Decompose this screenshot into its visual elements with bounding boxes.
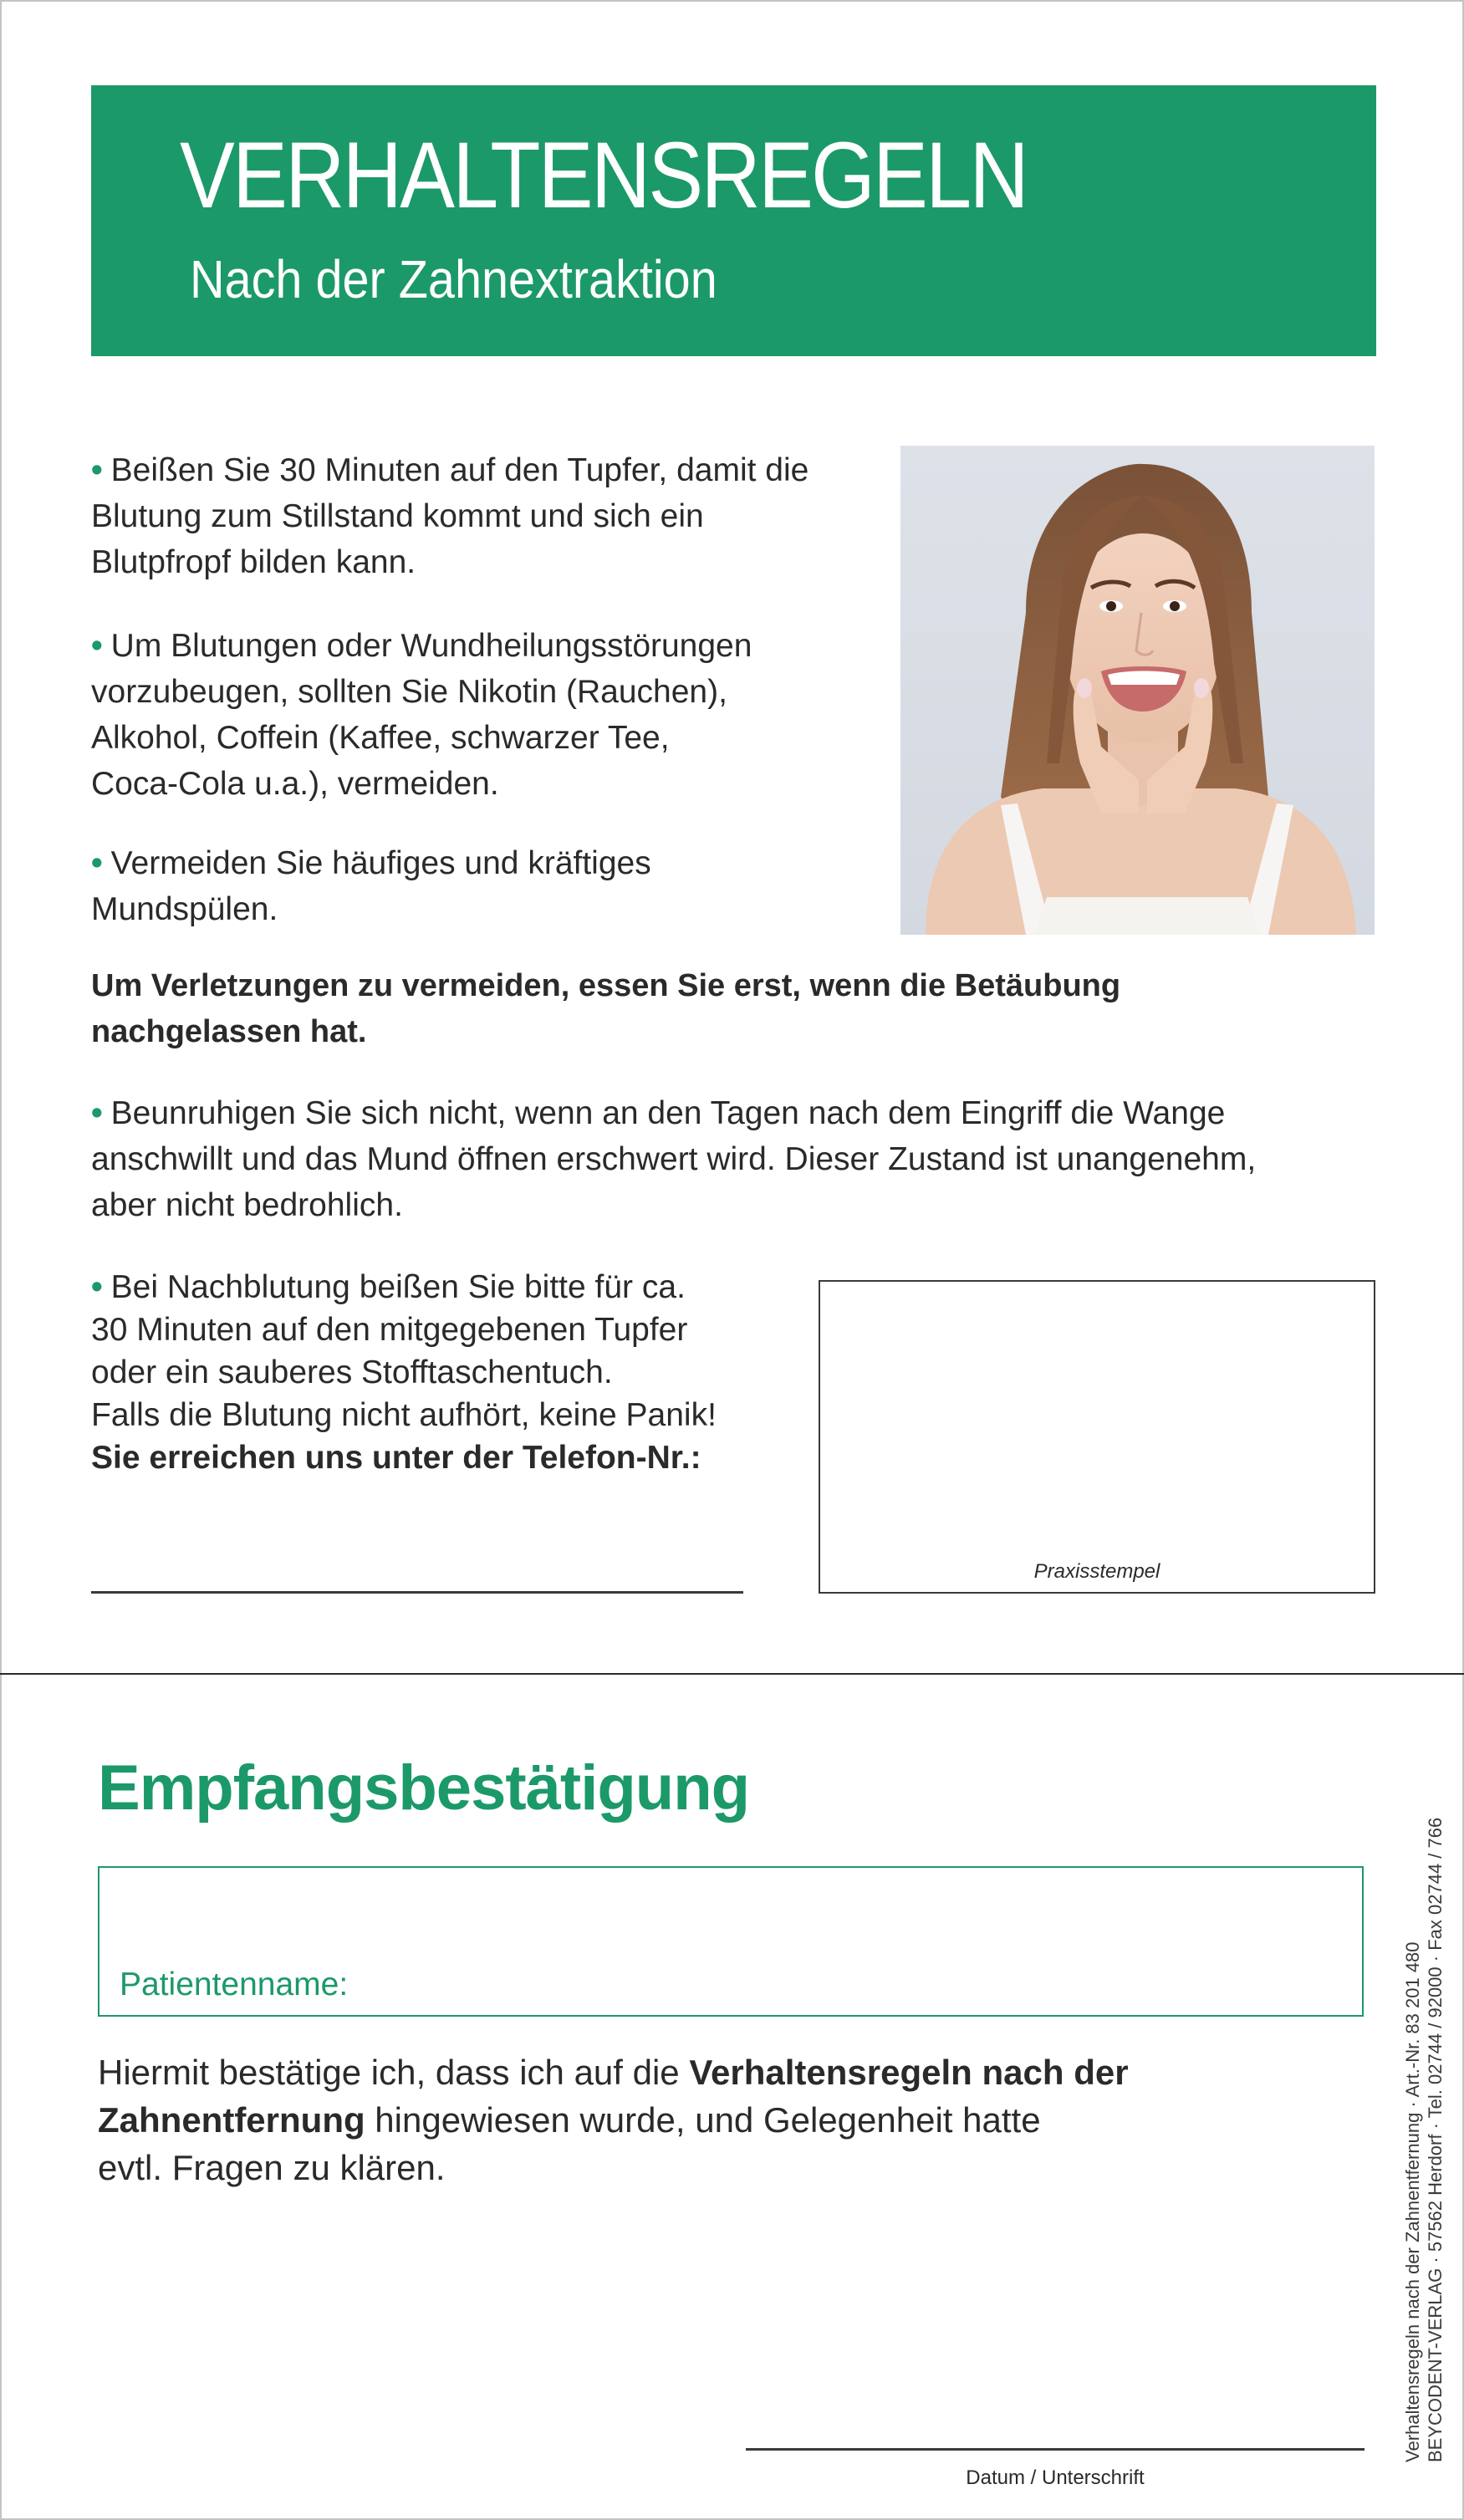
swelling-note: • Beunruhigen Sie sich nicht, wenn an den Tagen nach dem Eingriff die Wange anschwillt und das Mund öffnen erschwert wird. Dieser Zustand ist unangenehm, aber nicht bedrohlich. xyxy=(91,1095,1257,1223)
patient-name-label: Patientenname: xyxy=(120,1967,349,2002)
bullet-icon: • xyxy=(91,845,103,881)
signature-line[interactable] xyxy=(746,2448,1365,2451)
publisher-imprint: Verhaltensregeln nach der Zahnentfernung · Art.-Nr. 83 201 480 BEYCODENT-VERLAG · 57562 Herdorf · Tel. 02744 / 92000 · Fax 02744 / 766 xyxy=(1402,1817,1446,2462)
receipt-title: Empfangsbestätigung xyxy=(98,1752,750,1824)
phone-number-line xyxy=(91,1591,743,1594)
smiling-woman-photo xyxy=(900,446,1375,935)
page-title: VERHALTENSREGELN xyxy=(180,123,1028,227)
anesthesia-warning: Um Verletzungen zu vermeiden, essen Sie erst, wenn die Betäubung nachgelassen hat. xyxy=(91,968,1121,1049)
phone-prompt: Sie erreichen uns unter der Telefon-Nr.: xyxy=(91,1440,701,1476)
bullet-icon: • xyxy=(91,1269,103,1305)
instruction-item-2: • Um Blutungen oder Wundheilungsstörungen vorzubeugen, sollten Sie Nikotin (Rauchen), Alkohol, Coffein (Kaffee, schwarzer Tee, Coca-Cola u.a.), vermeiden. xyxy=(91,628,752,802)
stamp-label: Praxisstempel xyxy=(1033,1560,1160,1583)
instruction-item-3: • Vermeiden Sie häufiges und kräftiges Mundspülen. xyxy=(91,845,651,927)
portrait-illustration-icon xyxy=(900,446,1375,935)
bullet-icon: • xyxy=(91,628,103,664)
instruction-item-1: • Beißen Sie 30 Minuten auf den Tupfer, damit die Blutung zum Stillstand kommt und sich ein Blutpfropf bilden kann. xyxy=(91,452,809,580)
bullet-icon: • xyxy=(91,1095,103,1131)
confirmation-statement: Hiermit bestätige ich, dass ich auf die Verhaltensregeln nach der Zahnentfernung hingewiesen wurde, und Gelegenheit hatte evtl. Fragen zu klären. xyxy=(98,2053,1129,2187)
patient-name-field[interactable] xyxy=(98,1866,1364,2017)
perforation-divider xyxy=(0,1673,1464,1675)
page-subtitle: Nach der Zahnextraktion xyxy=(190,249,717,309)
rebleeding-note: • Bei Nachblutung beißen Sie bitte für ca. 30 Minuten auf den mitgegebenen Tupfer oder ein sauberes Stofftaschentuch. Falls die Blutung nicht aufhört, keine Panik! Sie erreichen uns unter der Telefon-Nr.: xyxy=(91,1266,717,1479)
bullet-icon: • xyxy=(91,452,103,488)
signature-label: Datum / Unterschrift xyxy=(966,2466,1145,2489)
practice-stamp-box xyxy=(819,1280,1375,1594)
header-banner xyxy=(91,85,1376,356)
